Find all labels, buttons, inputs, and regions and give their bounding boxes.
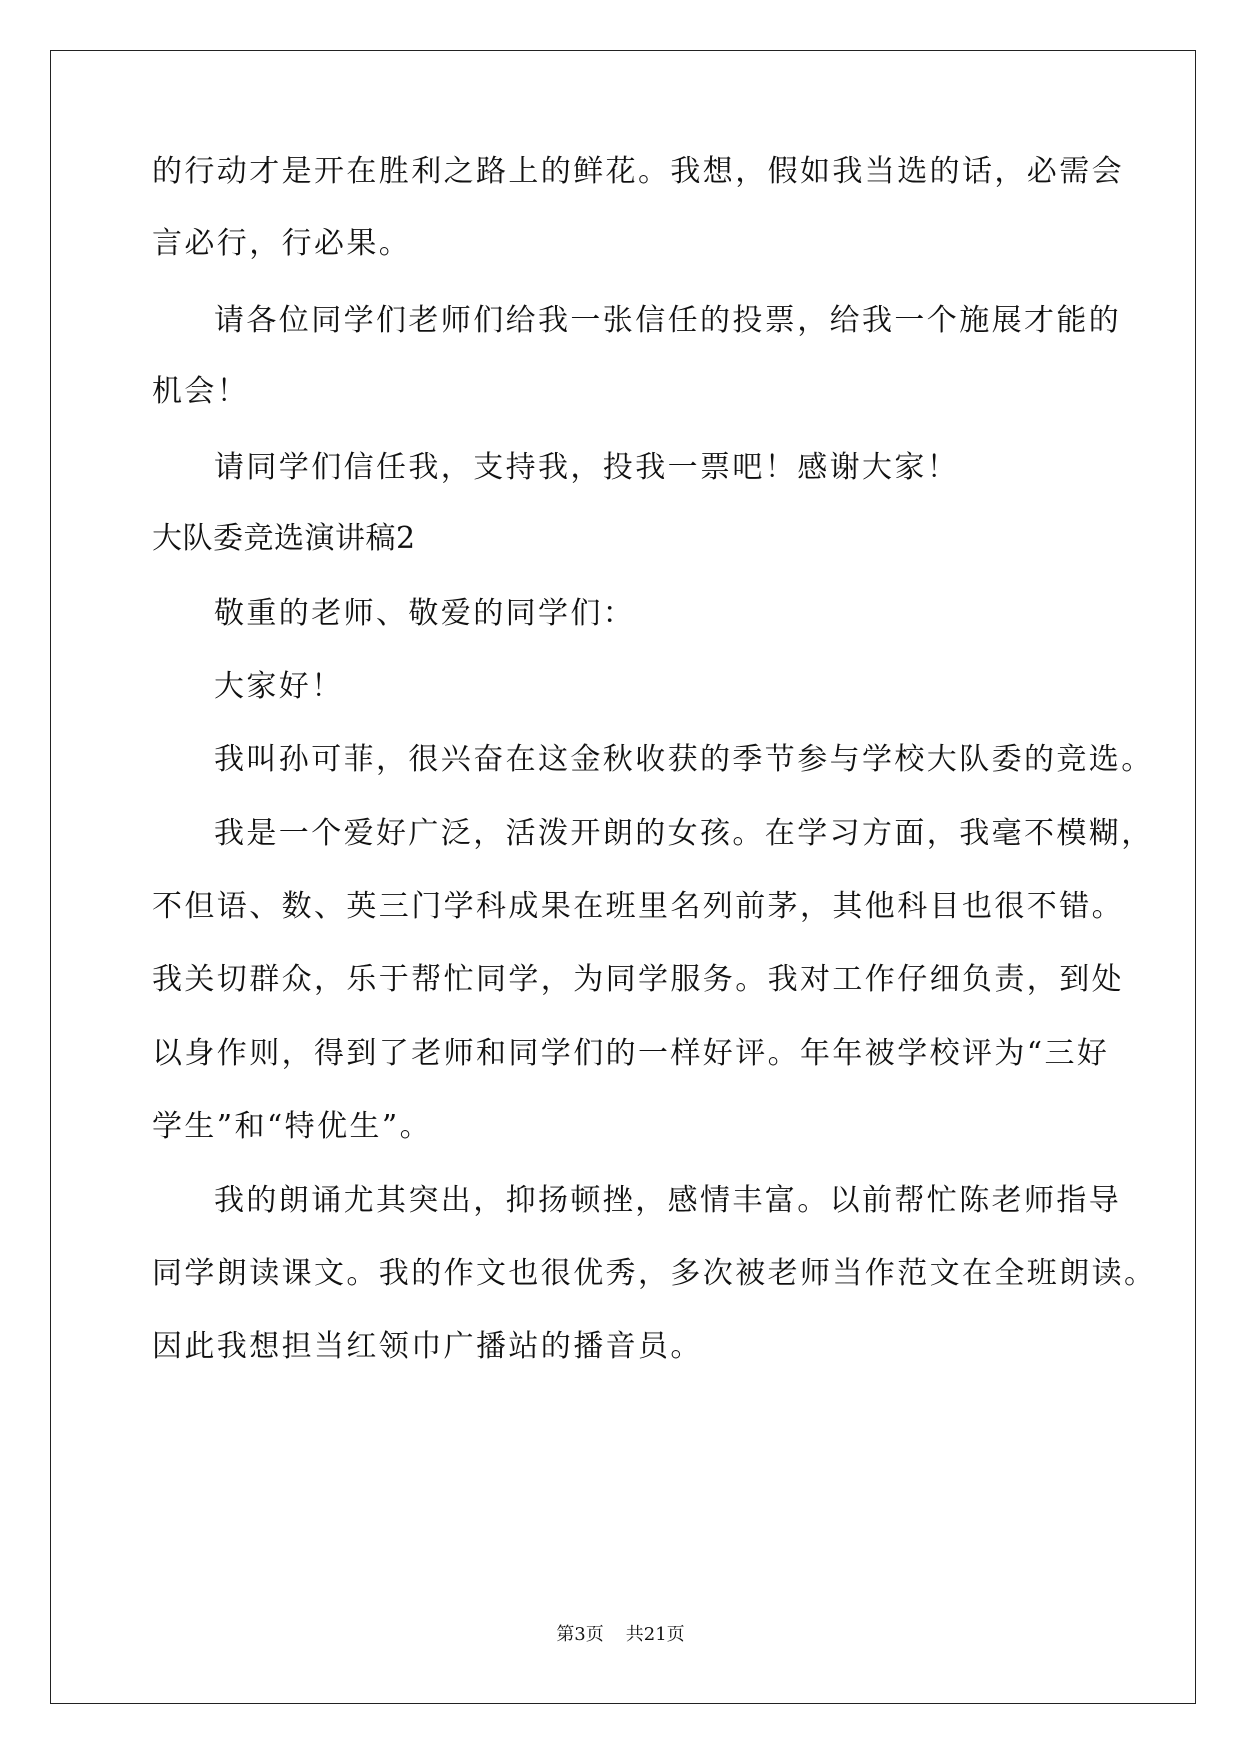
paragraph-line: 我关切群众，乐于帮忙同学，为同学服务。我对工作仔细负责，到处 — [152, 962, 1124, 997]
page-border — [50, 50, 1196, 1704]
paragraph-line: 的行动才是开在胜利之路上的鲜花。我想，假如我当选的话，必需会 — [152, 154, 1124, 189]
paragraph-line: 学生”和“特优生”。 — [152, 1109, 433, 1144]
paragraph-line: 请同学们信任我，支持我，投我一票吧！感谢大家！ — [214, 450, 960, 485]
paragraph-line: 我的朗诵尤其突出，抑扬顿挫，感情丰富。以前帮忙陈老师指导 — [214, 1183, 1122, 1218]
paragraph-line: 我叫孙可菲，很兴奋在这金秋收获的季节参与学校大队委的竞选。 — [214, 742, 1154, 777]
paragraph-line: 请各位同学们老师们给我一张信任的投票，给我一个施展才能的 — [214, 303, 1122, 338]
greeting: 大家好！ — [214, 669, 344, 704]
paragraph-line: 言必行，行必果。 — [152, 226, 412, 261]
paragraph-line: 以身作则，得到了老师和同学们的一样好评。年年被学校评为“三好 — [152, 1036, 1110, 1071]
section-heading: 大队委竞选演讲稿2 — [152, 521, 416, 556]
paragraph-line: 同学朗读课文。我的作文也很优秀，多次被老师当作范文在全班朗读。 — [152, 1256, 1157, 1291]
paragraph-line: 我是一个爱好广泛，活泼开朗的女孩。在学习方面，我毫不模糊， — [214, 816, 1154, 851]
paragraph-line: 机会！ — [152, 374, 250, 409]
page-total: 共21页 — [625, 1624, 685, 1645]
page-footer — [0, 1623, 1241, 1647]
paragraph-line: 不但语、数、英三门学科成果在班里名列前茅，其他科目也很不错。 — [152, 889, 1124, 924]
salutation: 敬重的老师、敬爱的同学们： — [214, 596, 636, 631]
page-number: 第3页 — [556, 1624, 604, 1645]
paragraph-line: 因此我想担当红领巾广播站的播音员。 — [152, 1329, 703, 1364]
